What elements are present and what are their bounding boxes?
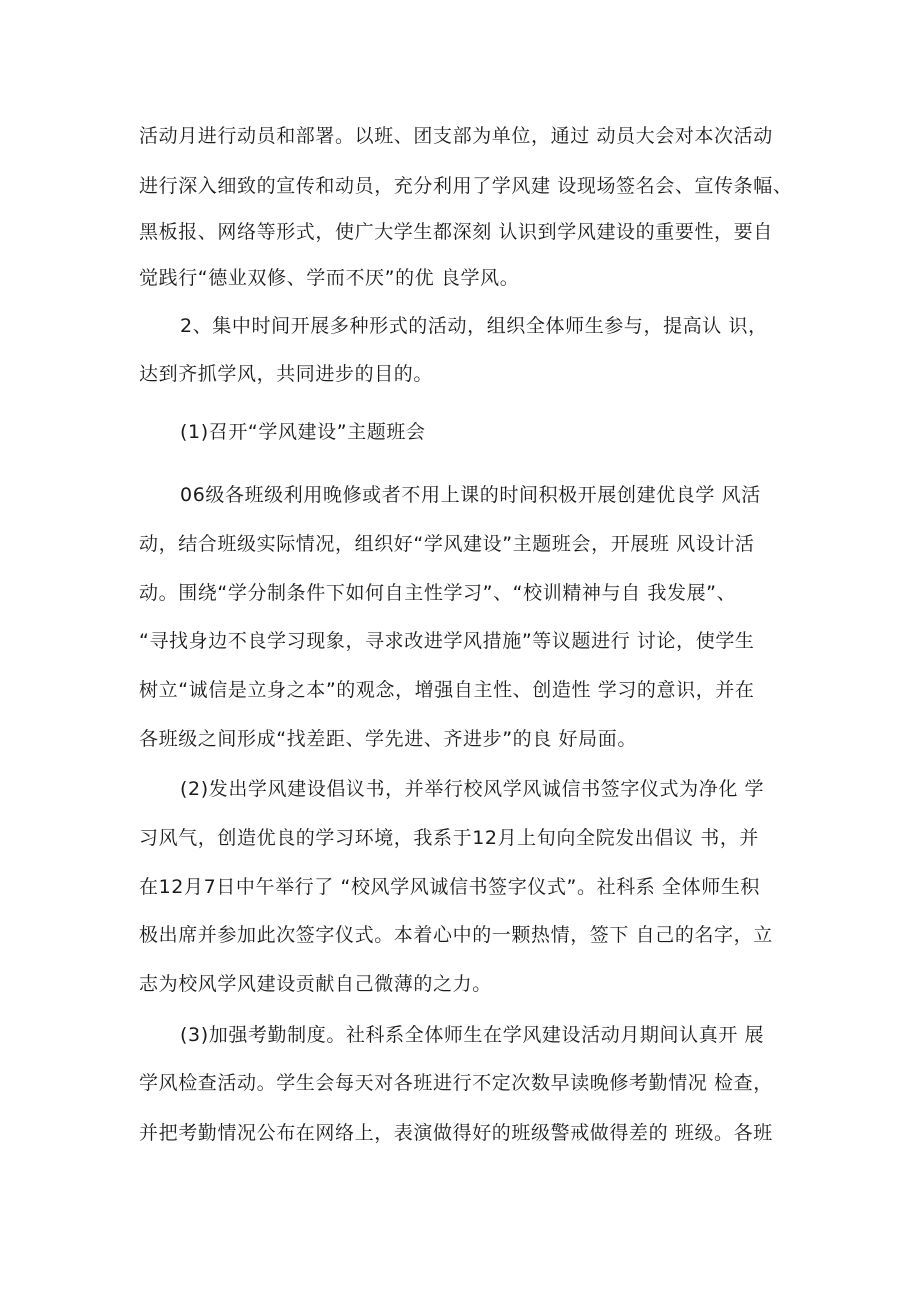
paragraph-line: 志为校风学风建设贡献自己微薄的之力。 [139, 973, 492, 995]
paragraph-line: 06级各班级利用晚修或者不用上课的时间积极开展创建优良学 风活 [180, 484, 761, 506]
paragraph-line: 各班级之间形成“找差距、学先进、齐进步”的良 好局面。 [139, 728, 637, 750]
paragraph-line: 习风气，创造优良的学习环境，我系于12月上旬向全院发出倡议 书，并 [139, 827, 760, 849]
paragraph-line: 极出席并参加此次签字仪式。本着心中的一颗热情，签下 自己的名字，立 [139, 924, 773, 946]
paragraph-line: 动。围绕“学分制条件下如何自主性学习”、“校训精神与自 我发展”、 [139, 582, 737, 604]
paragraph-line: 在12月7日中午举行了 “校风学风诚信书签字仪式”。社科系 全体师生积 [139, 876, 761, 898]
paragraph-line: 动，结合班级实际情况，组织好“学风建设”主题班会，开展班 风设计活 [139, 533, 755, 555]
paragraph-line: 活动月进行动员和部署。以班、团支部为单位，通过 动员大会对本次活动 [139, 125, 773, 147]
paragraph-line: (3)加强考勤制度。社科系全体师生在学风建设活动月期间认真开 展 [180, 1024, 765, 1046]
paragraph-line: 进行深入细致的宣传和动员，充分利用了学风建 设现场签名会、宣传条幅、 [139, 175, 793, 197]
paragraph-line: 2、集中时间开展多种形式的活动，组织全体师生参与，提高认 识， [180, 315, 768, 337]
paragraph-line: (2)发出学风建设倡议书，并举行校风学风诚信书签字仪式为净化 学 [180, 778, 765, 800]
section-heading: (1)召开“学风建设”主题班会 [180, 421, 426, 443]
paragraph-line: 树立“诚信是立身之本”的观念，增强自主性、创造性 学习的意识，并在 [139, 679, 755, 701]
paragraph-line: 觉践行“德业双修、学而不厌”的优 良学风。 [139, 267, 520, 289]
paragraph-line: “寻找身边不良学习现象，寻求改进学风措施”等议题进行 讨论，使学生 [139, 630, 755, 652]
paragraph-line: 并把考勤情况公布在网络上，表演做得好的班级警戒做得差的 班级。各班 [139, 1122, 773, 1144]
paragraph-line: 达到齐抓学风，共同进步的目的。 [139, 363, 434, 385]
paragraph-line: 黑板报、网络等形式，使广大学生都深刻 认识到学风建设的重要性，要自 [139, 221, 773, 243]
paragraph-line: 学风检查活动。学生会每天对各班进行不定次数早读晚修考勤情况 检查， [139, 1072, 773, 1094]
